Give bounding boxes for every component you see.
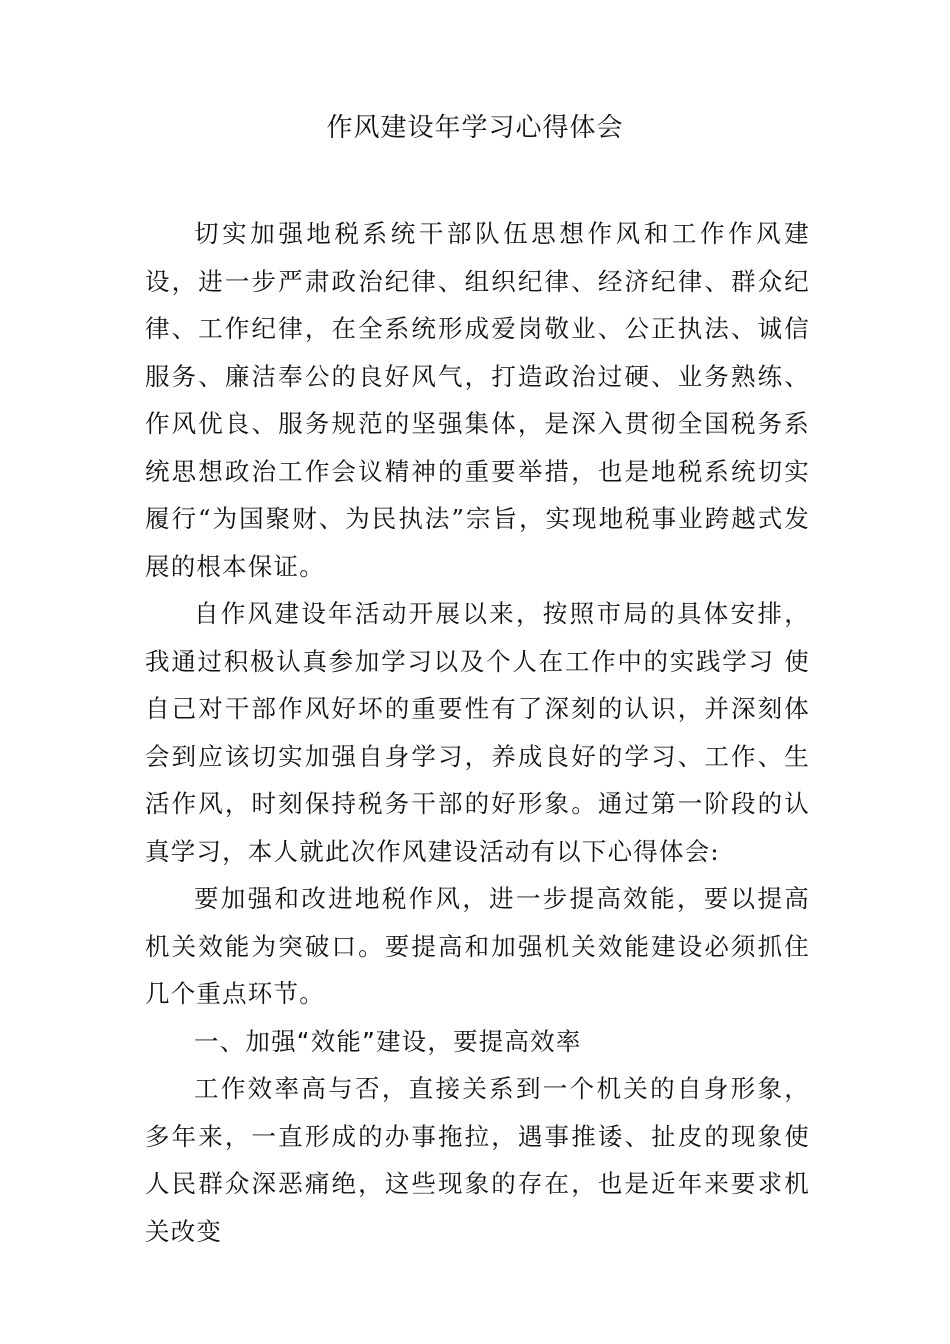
document-title: 作风建设年学习心得体会 <box>326 113 624 143</box>
paragraph-2: 自作风建设年活动开展以来，按照市局的具体安排，我通过积极认真参加学习以及个人在工作中的实践学习 使自己对干部作风好坏的重要性有了深刻的认识，并深刻体会到应该切实加强自身学习，养成良好的学习、工作、生活作风，时刻保持税务干部的好形象。通过第一阶段的认真学习，本人就此次作风建设活动有以下心得体会: <box>145 599 810 866</box>
section-heading: 一、加强“效能”建设，要提高效率 <box>194 1026 582 1056</box>
section-paragraph: 工作效率高与否，直接关系到一个机关的自身形象，多年来，一直形成的办事拖拉，遇事推诿、扯皮的现象使人民群众深恶痛绝，这些现象的存在，也是近年来要求机关改变 <box>145 1074 810 1246</box>
paragraph-3: 要加强和改进地税作风，进一步提高效能，要以提高机关效能为突破口。要提高和加强机关效能建设必须抓住几个重点环节。 <box>145 884 810 1008</box>
document-body <box>145 210 810 1255</box>
paragraph-1: 切实加强地税系统干部队伍思想作风和工作作风建设，进一步严肃政治纪律、组织纪律、经济纪律、群众纪律、工作纪律，在全系统形成爱岗敬业、公正执法、诚信服务、廉洁奉公的良好风气，打造政治过硬、业务熟练、作风优良、服务规范的坚强集体，是深入贯彻全国税务系统思想政治工作会议精神的重要举措，也是地税系统切实履行“为国聚财、为民执法”宗旨，实现地税事业跨越式发展的根本保证。 <box>145 219 810 581</box>
